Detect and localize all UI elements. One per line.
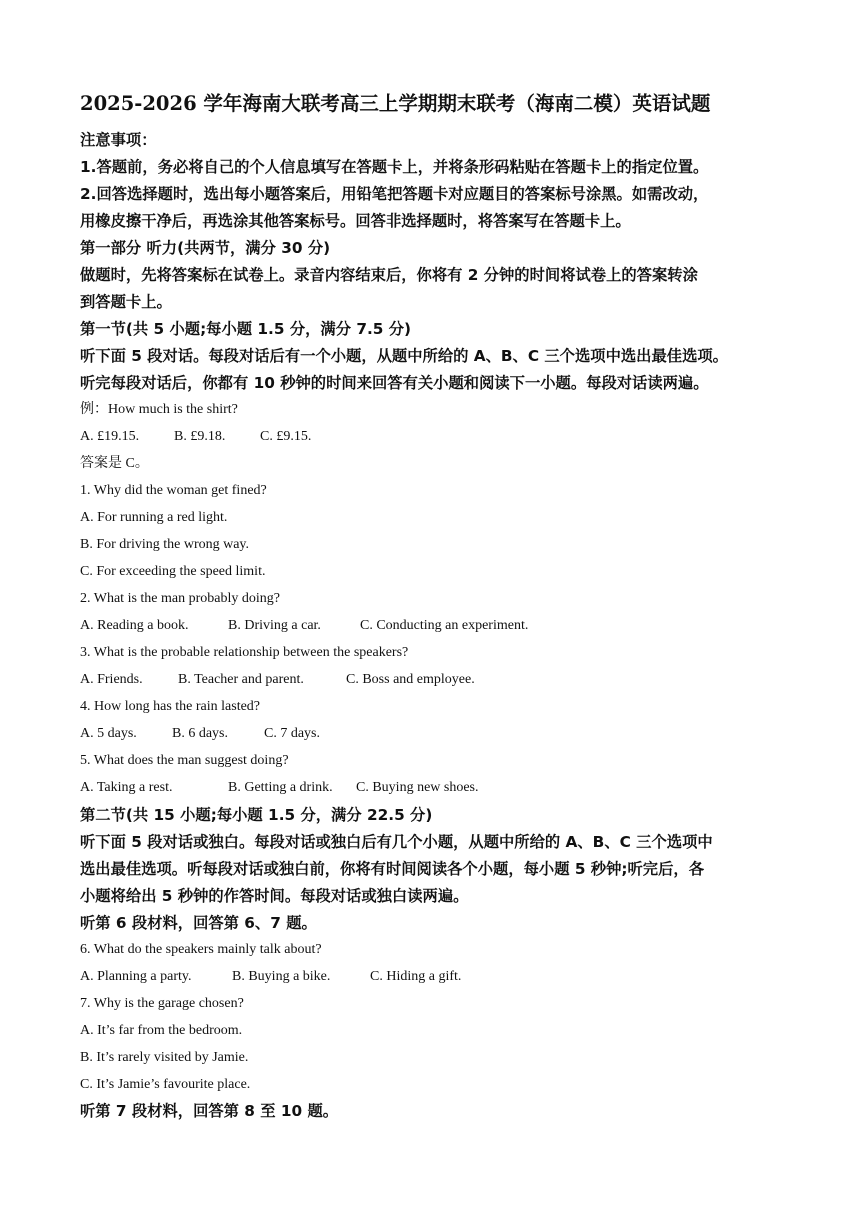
question-4-option-a: A. 5 days.: [80, 726, 137, 741]
notice-heading: 注意事项：: [80, 131, 157, 149]
question-3: 3. What is the probable relationship between the speakers?: [80, 645, 409, 660]
section2-heading: 第二节(共 15 小题;每小题 1.5 分，满分 22.5 分): [80, 806, 433, 824]
question-6-option-b: B. Buying a bike.: [232, 969, 331, 984]
question-7-option-b: B. It’s rarely visited by Jamie.: [80, 1050, 249, 1065]
section2-instruction-line-1: 听下面 5 段对话或独白。每段对话或独白后有几个小题，从题中所给的 A、B、C 三个选项中: [80, 833, 713, 851]
question-3-option-b: B. Teacher and parent.: [178, 672, 304, 687]
passage-6-heading: 听第 6 段材料，回答第 6、7 题。: [80, 914, 317, 932]
example-options: [80, 428, 800, 446]
question-4-option-b: B. 6 days.: [172, 726, 228, 741]
question-5-option-c: C. Buying new shoes.: [356, 780, 479, 795]
part1-instruction-line-1: 做题时，先将答案标在试卷上。录音内容结束后，你将有 2 分钟的时间将试卷上的答案转涂: [80, 266, 698, 284]
question-5-option-a: A. Taking a rest.: [80, 780, 173, 795]
question-7-option-a: A. It’s far from the bedroom.: [80, 1023, 243, 1038]
question-6-option-c: C. Hiding a gift.: [370, 969, 462, 984]
question-2-option-c: C. Conducting an experiment.: [360, 618, 529, 633]
section2-instruction-line-2: 选出最佳选项。听每段对话或独白前，你将有时间阅读各个小题，每小题 5 秒钟;听完后，各: [80, 860, 704, 878]
page-title: 2025-2026 学年海南大联考高三上学期期末联考（海南二模）英语试题: [80, 92, 711, 115]
question-1-option-c: C. For exceeding the speed limit.: [80, 564, 266, 579]
section1-instruction-line-1: 听下面 5 段对话。每段对话后有一个小题，从题中所给的 A、B、C 三个选项中选出最佳选项。: [80, 347, 728, 365]
section2-instruction-line-3: 小题将给出 5 秒钟的作答时间。每段对话或独白读两遍。: [80, 887, 469, 905]
notice-item-2-line-2: 用橡皮擦干净后，再选涂其他答案标号。回答非选择题时，将答案写在答题卡上。: [80, 212, 631, 230]
example-answer: 答案是 C。: [80, 456, 149, 471]
section1-instruction-line-2: 听完每段对话后，你都有 10 秒钟的时间来回答有关小题和阅读下一小题。每段对话读两遍。: [80, 374, 709, 392]
example-option-c: C. £9.15.: [260, 429, 312, 444]
example-question: 例：How much is the shirt?: [80, 402, 238, 417]
passage-7-heading: 听第 7 段材料，回答第 8 至 10 题。: [80, 1102, 339, 1120]
question-3-options: [80, 671, 800, 689]
question-2-option-a: A. Reading a book.: [80, 618, 189, 633]
notice-item-2-line-1: 2.回答选择题时，选出每小题答案后，用铅笔把答题卡对应题目的答案标号涂黑。如需改动，: [80, 185, 709, 203]
section1-heading: 第一节(共 5 小题;每小题 1.5 分，满分 7.5 分): [80, 320, 412, 338]
question-2-options: [80, 617, 800, 635]
question-5-option-b: B. Getting a drink.: [228, 780, 333, 795]
question-6: 6. What do the speakers mainly talk about?: [80, 942, 322, 957]
question-4-option-c: C. 7 days.: [264, 726, 320, 741]
example-option-a: A. £19.15.: [80, 429, 140, 444]
notice-item-1: 1.答题前，务必将自己的个人信息填写在答题卡上，并将条形码粘贴在答题卡上的指定位置。: [80, 158, 709, 176]
part1-instruction-line-2: 到答题卡上。: [80, 293, 172, 311]
question-1: 1. Why did the woman get fined?: [80, 483, 267, 498]
question-5-options: [80, 779, 800, 797]
question-1-option-a: A. For running a red light.: [80, 510, 228, 525]
question-2: 2. What is the man probably doing?: [80, 591, 280, 606]
question-7: 7. Why is the garage chosen?: [80, 996, 244, 1011]
question-3-option-a: A. Friends.: [80, 672, 143, 687]
question-6-options: [80, 968, 800, 986]
question-5: 5. What does the man suggest doing?: [80, 753, 289, 768]
part1-heading: 第一部分 听力(共两节，满分 30 分): [80, 239, 331, 257]
question-1-option-b: B. For driving the wrong way.: [80, 537, 250, 552]
question-4: 4. How long has the rain lasted?: [80, 699, 261, 714]
question-7-option-c: C. It’s Jamie’s favourite place.: [80, 1077, 251, 1092]
example-option-b: B. £9.18.: [174, 429, 226, 444]
question-4-options: [80, 725, 800, 743]
question-3-option-c: C. Boss and employee.: [346, 672, 475, 687]
question-2-option-b: B. Driving a car.: [228, 618, 321, 633]
question-6-option-a: A. Planning a party.: [80, 969, 192, 984]
